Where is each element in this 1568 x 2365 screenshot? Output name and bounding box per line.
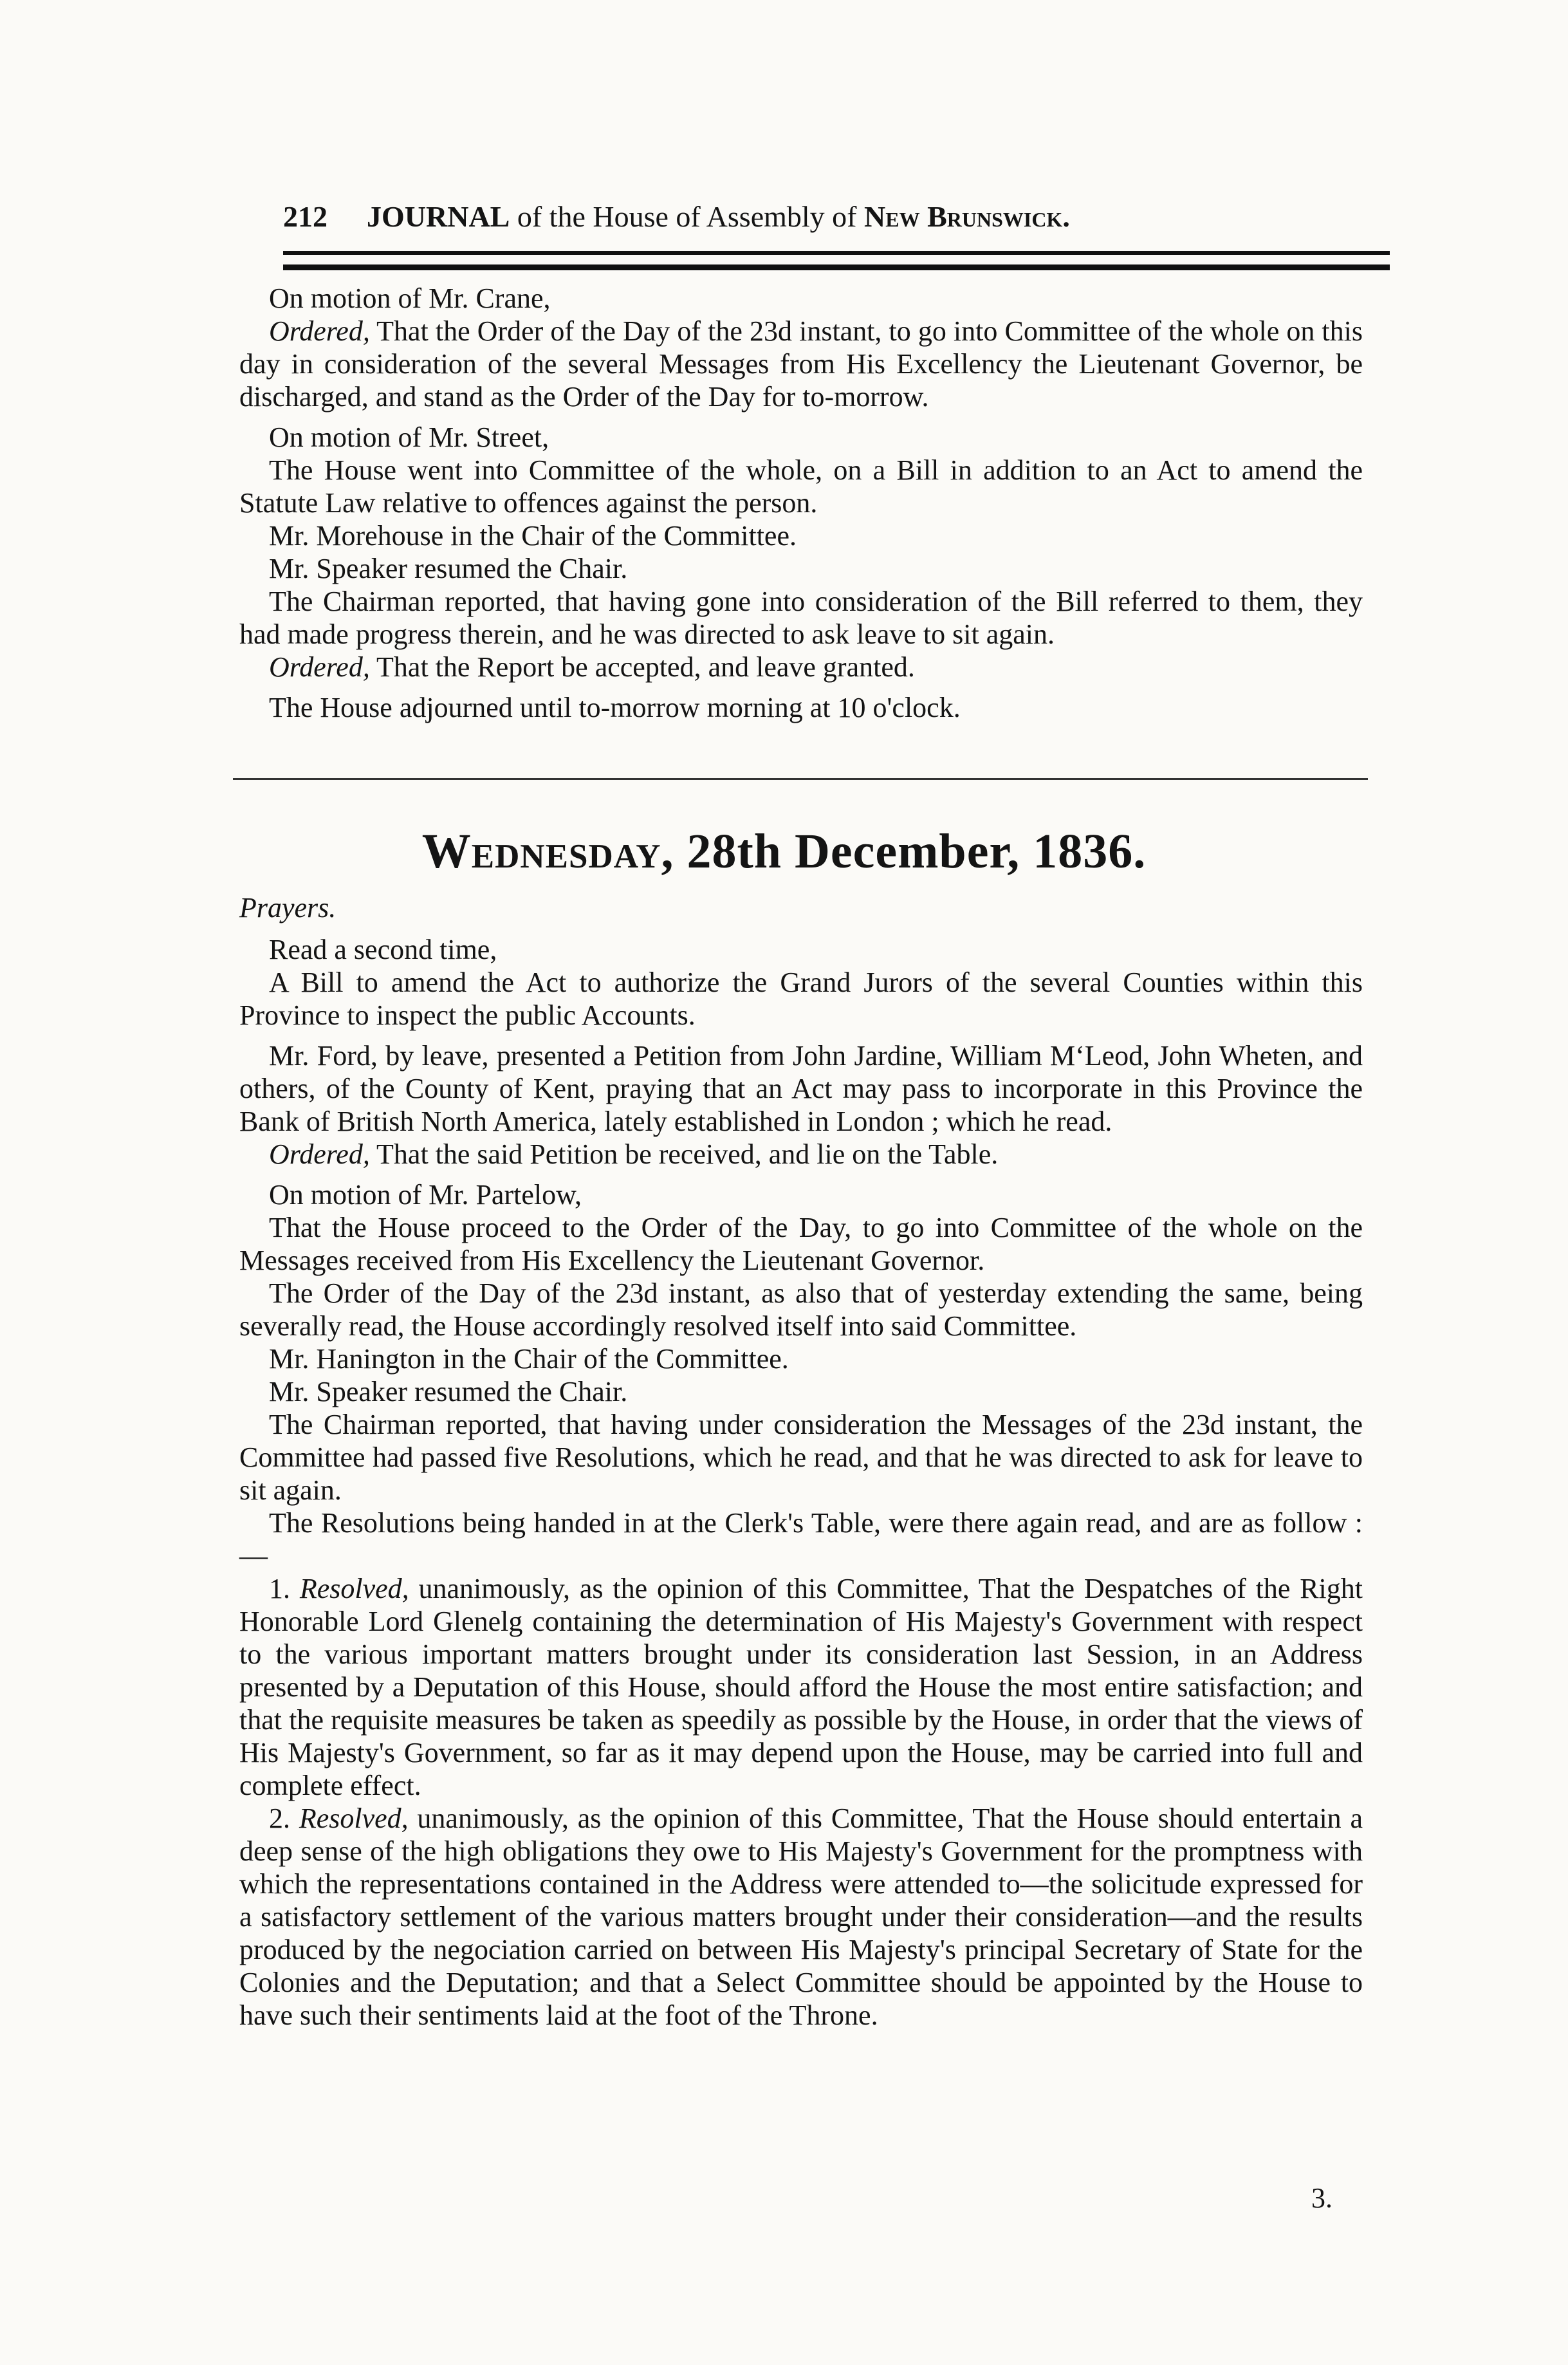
report-accepted-text: That the Report be accepted, and leave granted. xyxy=(369,651,915,683)
resolutions-intro: The Resolutions being handed in at the Clerk's Table, were there again read, and are as follow :— xyxy=(239,1507,1363,1572)
petition-ordered xyxy=(239,1138,1363,1171)
resolution-number: 2. xyxy=(269,1803,299,1834)
header-journal: JOURNAL xyxy=(367,200,510,233)
speaker-resumed-2: Mr. Speaker resumed the Chair. xyxy=(269,1376,628,1407)
resolution-number: 1. xyxy=(269,1573,300,1604)
adjournment: The House adjourned until to-morrow morning at 10 o'clock. xyxy=(269,692,961,723)
section-previous-day xyxy=(239,282,1363,732)
read-second-time: Read a second time, xyxy=(269,934,497,965)
petition-ordered-text: That the said Petition be received, and lie on the Table. xyxy=(369,1138,999,1170)
chair-hanington: Mr. Hanington in the Chair of the Committee. xyxy=(269,1343,789,1375)
motion-crane: On motion of Mr. Crane, xyxy=(269,283,551,314)
section-divider xyxy=(233,778,1368,780)
resolution-2 xyxy=(239,1802,1363,2032)
motion-street: On motion of Mr. Street, xyxy=(269,422,549,453)
ordered-label: Ordered, xyxy=(269,1138,370,1170)
resolution-2-text: unanimously, as the opinion of this Committee, That the House should entertain a deep sense of the high obligations they owe to His Majesty's Government for the promptness with which the representations contained in the Address were attended to—the solicitude expressed for a satisfactory settlement of the various matters brought under their consideration—and the results produced by the negociation carried on between His Majesty's principal Secretary of State for the Colonies and the Deputation; and that a Select Committee should be appointed by the House to have such their sentiments laid at the foot of the Throne. xyxy=(239,1803,1363,2031)
order-crane xyxy=(239,315,1363,413)
header-rule xyxy=(283,251,1390,270)
running-header xyxy=(283,199,1390,234)
order-23d: The Order of the Day of the 23d instant, as also that of yesterday extending the same, being severally read, the House accordingly resolved itself into said Committee. xyxy=(239,1277,1363,1342)
catchword: 3. xyxy=(1311,2182,1333,2214)
date-heading xyxy=(0,824,1568,880)
resolved-label: Resolved, xyxy=(299,1803,409,1834)
date-text: 28th December, 1836. xyxy=(674,824,1147,878)
committee-bill: The House went into Committee of the whole, on a Bill in addition to an Act to amend the Statute Law relative to offences against the person. xyxy=(239,454,1363,519)
ordered-label: Ordered, xyxy=(269,315,370,347)
speaker-resumed: Mr. Speaker resumed the Chair. xyxy=(269,553,628,584)
grand-jurors-bill: A Bill to amend the Act to authorize the Grand Jurors of the several Counties within this Province to inspect the public Accounts. xyxy=(239,967,1363,1031)
section-wednesday xyxy=(239,933,1363,2032)
report-accepted xyxy=(239,651,1363,683)
resolution-1-text: unanimously, as the opinion of this Committee, That the Despatches of the Right Honorable Lord Glenelg containing the determination of His Majesty's Government with respect to the various important matters brought under its consideration last Session, in an Address presented by a Deputation of this House, should afford the House the most entire satisfaction; and that the requisite measures be taken as speedily as possible by the House, in order that the views of His Majesty's Government, so far as it may depend upon the House, may be carried into full and complete effect. xyxy=(239,1573,1363,1801)
chairman-report-2: The Chairman reported, that having under consideration the Messages of the 23d instant, the Committee had passed five Resolutions, which he read, and that he was directed to ask for leave to sit again. xyxy=(239,1409,1363,1506)
motion-partelow: On motion of Mr. Partelow, xyxy=(269,1179,582,1210)
resolved-label: Resolved, xyxy=(299,1573,409,1604)
ford-petition: Mr. Ford, by leave, presented a Petition from John Jardine, William M‘Leod, John Wheten, and others, of the County of Kent, praying that an Act may pass to incorporate in this Province the Bank of British North America, lately established in London ; which he read. xyxy=(239,1040,1363,1137)
prayers-label: Prayers. xyxy=(239,892,337,923)
chairman-report: The Chairman reported, that having gone into consideration of the Bill referred to them, they had made progress therein, and he was directed to ask leave to sit again. xyxy=(239,586,1363,650)
date-weekday: Wednesday, xyxy=(421,824,674,878)
ordered-label: Ordered, xyxy=(269,651,370,683)
page-number: 212 xyxy=(283,200,327,233)
proceed-order: That the House proceed to the Order of the Day, to go into Committee of the whole on the Messages received from His Excellency the Lieutenant Governor. xyxy=(239,1212,1363,1276)
chair-morehouse: Mr. Morehouse in the Chair of the Committee. xyxy=(269,520,797,552)
resolution-1 xyxy=(239,1572,1363,1802)
header-province: New Brunswick. xyxy=(864,200,1070,233)
header-of-the: of the House of Assembly of xyxy=(517,200,857,233)
order-crane-text: That the Order of the Day of the 23d instant, to go into Committee of the whole on this day in consideration of the several Messages from His Excellency the Lieutenant Governor, be discharged, and stand as the Order of the Day for to-morrow. xyxy=(239,315,1363,413)
